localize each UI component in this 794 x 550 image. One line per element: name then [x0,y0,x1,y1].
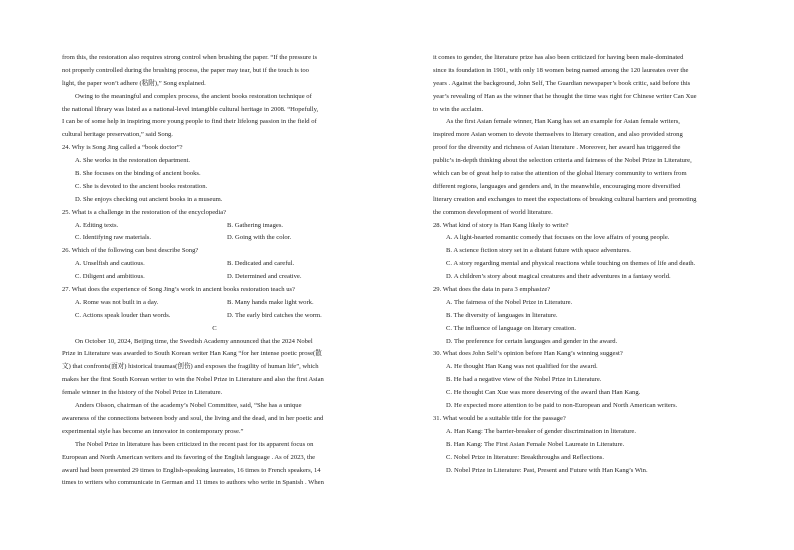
answer-option[interactable]: A. Editing texts. [75,221,119,229]
option-row [62,310,367,323]
question-stem: 28. What kind of story is Han Kang likely to write? [433,221,569,229]
option-row [62,220,367,233]
right-column [433,52,738,477]
answer-option[interactable]: A. Han Kang: The barrier-breaker of gender discrimination in literature. [446,427,636,435]
question-29 [433,284,738,348]
option-row [62,232,367,245]
text-line: awareness of the connections between body and soul, the living and the dead, and in her poetic and [62,414,324,422]
text-line: not properly controlled during the brushing process, the paper may tear, but if the touch is too [62,66,309,74]
text-line: I can be of some help in inspiring more young people to find their lifelong passion in the field of [62,118,317,126]
question-25 [62,207,367,246]
question-stem: 31. What would be a suitable title for the passage? [433,414,566,422]
answer-option[interactable]: C. She is devoted to the ancient books restoration. [75,182,208,190]
question-24 [62,142,367,206]
text-line: Prize in Literature was awarded to South Korean writer Han Kang “for her intense poetic prose(散 [62,350,322,358]
text-line: since its foundation in 1901, with only 18 women being named among the 120 laureates over the [433,66,689,74]
passage-paragraph [62,439,367,491]
answer-option[interactable]: D. She enjoys checking out ancient books in a museum. [75,195,223,203]
answer-option[interactable]: D. The early bird catches the worm. [227,311,322,319]
text-line: different regions, languages and genders and, in the meanwhile, encouraging more diversified [433,182,681,190]
answer-option[interactable]: A. She works in the restoration department. [75,157,190,165]
passage-paragraph [62,91,367,143]
question-27 [62,284,367,323]
text-line: proof for the diversity and richness of Asian literature . Moreover, her award has triggered the [433,144,681,152]
question-stem: 30. What does John Self’s opinion before Han Kang’s winning suggest? [433,350,623,358]
answer-option[interactable]: C. A story regarding mental and physical reactions while touching on themes of life and death. [446,260,696,268]
text-line: female winner in the history of the Nobel Prize in Literature. [62,389,223,397]
text-line: experimental style has become an innovator in contemporary prose.” [62,427,244,435]
answer-option[interactable]: A. Unselfish and cautious. [75,260,145,268]
answer-option[interactable]: B. He had a negative view of the Nobel Prize in Literature. [446,376,602,384]
passage-paragraph [62,400,367,439]
question-stem: 25. What is a challenge in the restoration of the encyclopedia? [62,208,227,216]
text-line: the common development of world literature. [433,208,553,216]
passage-paragraph [62,336,367,400]
text-line: award had been presented 29 times to English-speaking laureates, 16 times to French speakers, 14 [62,466,321,474]
option-row [62,258,367,271]
passage-paragraph [433,116,738,219]
answer-option[interactable]: D. Determined and creative. [227,273,302,281]
text-line: times to writers who communicate in German and 11 times to authors who write in Spanish . When [62,479,324,487]
answer-option[interactable]: C. He thought Can Xue was more deserving of the award than Han Kang. [446,389,641,397]
answer-option[interactable]: B. She focuses on the binding of ancient books. [75,170,201,178]
answer-option[interactable]: B. Gathering images. [227,221,284,229]
text-line: As the first Asian female winner, Han Kang has set an example for Asian female writers, [446,118,680,126]
answer-option[interactable]: A. Rome was not built in a day. [75,298,159,306]
text-line: On October 10, 2024, Beijing time, the Swedish Academy announced that the 2024 Nobel [75,337,313,345]
text-line: The Nobel Prize in literature has been criticized in the recent past for its apparent focus on [75,440,314,448]
question-stem: 29. What does the data in para 3 emphasize? [433,286,551,294]
text-line: the national library was listed as a national-level intangible cultural heritage in 2008. “Hopefully, [62,105,319,113]
answer-option[interactable]: B. The diversity of languages in literature. [446,311,558,319]
answer-option[interactable]: D. Nobel Prize in Literature: Past, Present and Future with Han Kang’s Win. [446,466,648,474]
question-31 [433,413,738,477]
answer-option[interactable]: C. Identifying raw materials. [75,234,151,242]
text-line: literary creation and exchanges to meet the expectations of breaking cultural barriers and promoting [433,195,697,203]
answer-option[interactable]: A. A light-hearted romantic comedy that focuses on the love affairs of young people. [446,234,670,242]
answer-option[interactable]: B. Dedicated and careful. [227,260,295,268]
option-row [62,297,367,310]
question-stem: 26. Which of the following can best describe Song? [62,247,199,255]
answer-option[interactable]: C. The influence of language on literary creation. [446,324,577,332]
passage-paragraph [62,52,367,91]
text-line: which can be of great help to raise the attention of the global literary community to writers from [433,170,687,178]
answer-option[interactable]: B. Han Kang: The First Asian Female Nobel Laureate in Literature. [446,440,625,448]
answer-option[interactable]: A. He thought Han Kang was not qualified for the award. [446,363,598,371]
question-28 [433,220,738,284]
text-line: year’s revealing of Han as the winner that he thought the time was right for Chinese writer Can Xue [433,92,697,100]
answer-option[interactable]: D. The preference for certain languages and gender in the award. [446,337,618,345]
text-line: light, the paper won’t adhere (粘附),” Song explained. [62,79,206,87]
answer-option[interactable]: D. Going with the color. [227,234,292,242]
answer-option[interactable]: B. A science fiction story set in a distant future with space adventures. [446,247,631,255]
section-heading: C [212,324,217,332]
question-30 [433,348,738,412]
text-line: it comes to gender, the literature prize has also been criticized for having been male-dominated [433,54,684,61]
answer-option[interactable]: B. Many hands make light work. [227,298,314,306]
text-line: years . Against the background, John Self, The Guardian newspaper’s book critic, said before this [433,79,691,87]
answer-option[interactable]: C. Actions speak louder than words. [75,311,171,319]
text-line: public’s in-depth thinking about the selection criteria and fairness of the Nobel Prize in Literature, [433,157,692,165]
question-stem: 27. What does the experience of Song Jing’s work in ancient books restoration teach us? [62,286,295,294]
question-26 [62,245,367,284]
passage-paragraph [433,52,738,116]
text-line: to win the acclaim. [433,105,484,113]
answer-option[interactable]: D. A children’s story about magical creatures and their adventures in a fantasy world. [446,273,671,281]
answer-option[interactable]: C. Diligent and ambitious. [75,273,145,281]
answer-option[interactable]: A. The fairness of the Nobel Prize in Literature. [446,298,573,306]
answer-option[interactable]: D. He expected more attention to be paid to non-European and North American writers. [446,402,678,410]
text-line: European and North American writers and its favoring of the English language . As of 2023, the [62,453,316,461]
answer-option[interactable]: C. Nobel Prize in literature: Breakthroughs and Reflections. [446,453,605,461]
text-line: inspired more Asian women to devote themselves to literary creation, and also provided strong [433,131,683,139]
text-line: cultural heritage preservation,” said Song. [62,131,173,139]
left-column [62,52,367,490]
option-row [62,271,367,284]
text-line: Anders Olsson, chairman of the academy’s Nobel Committee, said, “She has a unique [75,402,302,410]
text-line: from this, the restoration also requires strong control when brushing the paper. “If the pressure is [62,54,318,61]
question-stem: 24. Why is Song Jing called a “book doctor”? [62,144,183,152]
text-line: 文) that confronts(面对) historical traumas(创伤) and exposes the fragility of human life”, which [62,363,319,371]
text-line: makes her the first South Korean writer to win the Nobel Prize in Literature and also the first Asian [62,376,324,384]
text-line: Owing to the meaningful and complex process, the ancient books restoration technique of [75,92,312,100]
